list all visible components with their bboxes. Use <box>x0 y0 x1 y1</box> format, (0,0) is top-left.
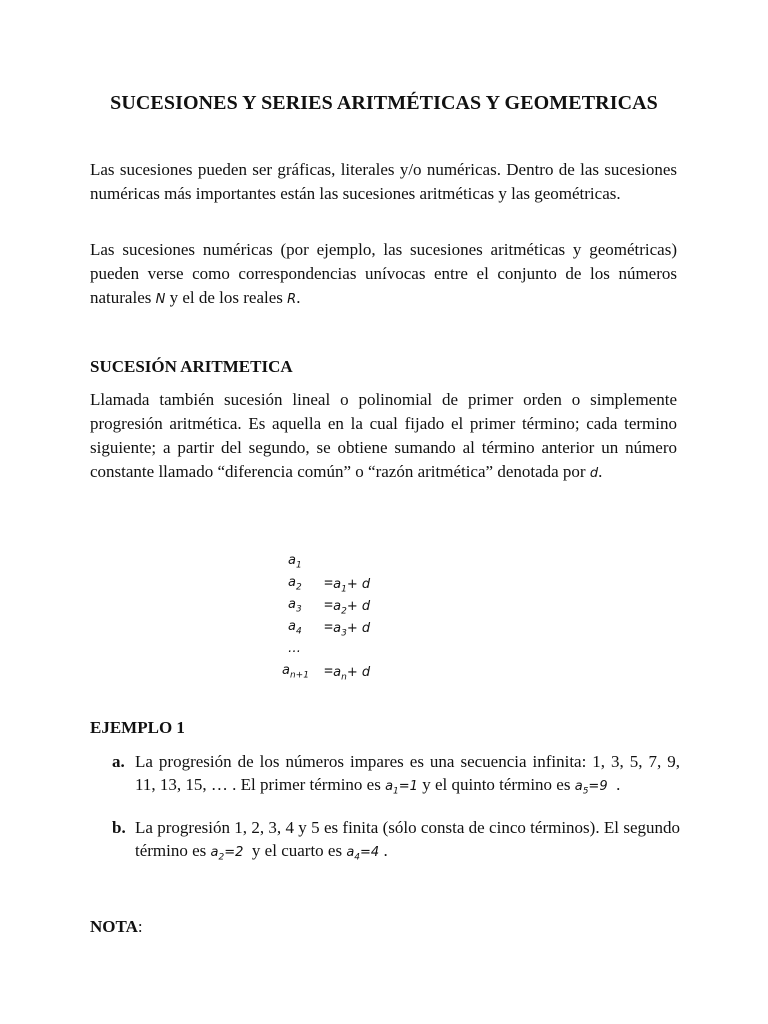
eq-rhs-sub: 3 <box>341 628 347 639</box>
item-letter: a <box>112 752 121 771</box>
formula-value: =4 <box>360 845 380 860</box>
formula-value: =1 <box>398 779 418 794</box>
fourth-term-formula <box>346 845 380 863</box>
item-a-end: . <box>616 775 621 794</box>
formula-sub: 1 <box>393 786 399 797</box>
eq-lhs-var: a <box>288 553 296 568</box>
note-label: NOTA <box>90 917 138 936</box>
eq-lhs-var: a <box>288 597 296 612</box>
fifth-term-formula <box>574 779 608 797</box>
first-term-formula <box>385 779 418 797</box>
eq-lhs-sub: n+1 <box>289 670 309 681</box>
equation-row-n-lhs <box>282 663 309 681</box>
intro-paragraph-2-mid: y el de los reales <box>169 288 283 307</box>
equation-row-3-lhs <box>288 597 302 615</box>
item-letter: b <box>112 818 122 837</box>
formula-var: a <box>346 845 355 860</box>
eq-rhs-var: a <box>333 577 342 592</box>
formula-var: a <box>385 779 394 794</box>
section-heading-arithmetic: SUCESIÓN ARITMETICA <box>90 357 293 376</box>
eq-rhs-var: a <box>333 665 342 680</box>
example-item-b <box>90 816 680 870</box>
intro-paragraph-2-end: . <box>296 288 301 307</box>
eq-rhs-sub: 1 <box>341 584 347 595</box>
equation-row-1-lhs <box>288 553 302 571</box>
note-heading <box>90 917 143 937</box>
example-item-a <box>90 750 680 804</box>
note-colon: : <box>137 917 143 936</box>
equation-ellipsis <box>288 641 301 656</box>
equation-row-n-rhs <box>324 663 370 683</box>
eq-rhs-sub: n <box>341 672 347 683</box>
item-a-text-2: y el quinto término es <box>422 775 571 794</box>
eq-plus-d: + d <box>346 621 371 636</box>
arithmetic-definition-text: Llamada también sucesión lineal o polinomial de primer orden o simplemente progresión aritmética. Es aquella en la cual fijado el primer término; cada termino siguiente; a partir del segundo, se obtiene sumando al término anterior un número constante llamado “diferencia común” o “razón aritmética” denotada por <box>90 390 677 481</box>
eq-lhs-sub: 3 <box>295 604 302 615</box>
formula-value: =9 <box>588 779 608 794</box>
second-term-formula <box>210 845 244 863</box>
equation-row-4-lhs <box>288 619 302 637</box>
example-item-b-label: b. <box>112 818 126 837</box>
formula-var: a <box>210 845 219 860</box>
example-item-a-label: a. <box>112 752 125 771</box>
eq-sign: = <box>324 663 334 680</box>
intro-paragraph-2 <box>90 238 677 312</box>
eq-rhs-var: a <box>333 621 342 636</box>
example-item-a-text <box>135 750 680 804</box>
item-b-text-1: La progresión 1, 2, 3, 4 y 5 es finita (sólo consta de cinco términos). El segundo término es <box>135 818 680 860</box>
eq-sign: = <box>324 619 334 636</box>
formula-sub: 4 <box>354 852 361 863</box>
naturals-symbol: N <box>155 292 166 307</box>
eq-plus-d: + d <box>346 665 371 680</box>
arithmetic-definition <box>90 388 677 486</box>
eq-ellipsis: … <box>288 641 301 656</box>
difference-symbol: d <box>589 466 599 481</box>
equation-row-2-lhs <box>288 575 302 593</box>
item-b-text-2: y el cuarto es <box>251 841 343 860</box>
example-item-b-text <box>135 816 680 870</box>
intro-paragraph-1: Las sucesiones pueden ser gráficas, literales y/o numéricas. Dentro de las sucesiones numéricas más importantes están las sucesiones aritméticas y las geométricas. <box>90 160 677 203</box>
eq-rhs-sub: 2 <box>341 606 347 617</box>
eq-lhs-sub: 2 <box>295 582 302 593</box>
eq-sign: = <box>324 575 334 592</box>
eq-rhs-var: a <box>333 599 342 614</box>
eq-lhs-sub: 4 <box>295 626 302 637</box>
item-a-text-1: La progresión de los números impares es una secuencia infinita: 1, 3, 5, 7, 9, 11, 13, 15, … . El primer término es <box>135 752 680 794</box>
reals-symbol: R <box>287 292 297 307</box>
formula-value: =2 <box>224 845 244 860</box>
eq-lhs-var: a <box>282 663 290 678</box>
eq-sign: = <box>324 597 334 614</box>
page-title: SUCESIONES Y SERIES ARITMÉTICAS Y GEOMETRICAS <box>110 92 658 114</box>
formula-sub: 5 <box>582 786 589 797</box>
arithmetic-definition-end: . <box>598 462 603 481</box>
eq-lhs-sub: 1 <box>295 560 302 571</box>
equation-row-4-rhs <box>324 619 370 639</box>
item-b-end: . <box>383 841 388 860</box>
eq-plus-d: + d <box>346 577 371 592</box>
formula-var: a <box>574 779 583 794</box>
eq-plus-d: + d <box>346 599 371 614</box>
eq-lhs-var: a <box>288 575 296 590</box>
eq-lhs-var: a <box>288 619 296 634</box>
equation-row-3-rhs <box>324 597 370 617</box>
intro-paragraph-2-text: Las sucesiones numéricas (por ejemplo, las sucesiones aritméticas y geométricas) pueden verse como correspondencias unívocas entre el conjunto de los números naturales <box>90 240 677 307</box>
equation-row-2-rhs <box>324 575 370 595</box>
example-1-heading: EJEMPLO 1 <box>90 718 185 737</box>
formula-sub: 2 <box>218 852 225 863</box>
